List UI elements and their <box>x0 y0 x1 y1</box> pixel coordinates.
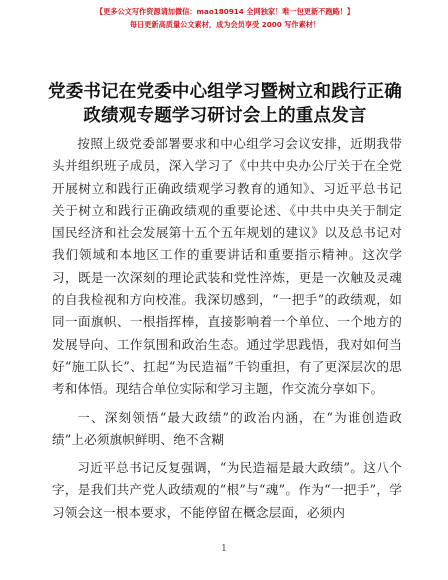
document-title <box>40 80 410 128</box>
document-title-line-2: 政绩观专题学习研讨会上的重点发言 <box>83 106 367 126</box>
section-heading: 一、深刻领悟“最大政绩”的政治内涵，在“为谁创造政绩”上必须旗帜鲜明、绝不含糊 <box>52 409 402 447</box>
body-paragraph: 习近平总书记反复强调，“为民造福是最大政绩”。这八个字，是我们共产党人政绩观的“根”与“魂”。作为“一把手”，学习领会这一根本要求，不能停留在概念层面，必须内 <box>52 460 402 520</box>
promo-banner-line-2: 每日更新高质量公文素材，成为会员享受 2000 写作素材！ <box>129 20 321 29</box>
document-title-line-1: 党委书记在党委中心组学习暨树立和践行正确 <box>48 82 402 102</box>
page-number: 1 <box>221 544 227 554</box>
document-body <box>52 133 402 524</box>
intro-paragraph: 按照上级党委部署要求和中心组学习会议安排，近期我带头并组织班子成员，深入学习了《中共中央办公厅关于在全党开展树立和践行正确政绩观学习教育的通知》、习近平总书记关于树立和践行正确政绩观的重要论述、《中共中央关于制定国民经济和社会发展第十五个五年规划的建议》以及总书记对我们领域和本地区工作的重要讲话和重要指示精神。这次学习，既是一次深刻的理论武装和党性淬炼，更是一次触及灵魂的自我检视和方向校准。我深切感到，“一把手”的政绩观，如同一面旗帜、一根指挥棒，直接影响着一个单位、一个地方的发展导向、工作氛围和政治生态。通过学思践悟，我对如何当好“施工队长”、扛起“为民造福”千钧重担，有了更深层次的思考和体悟。现结合单位实际和学习主题，作交流分享如下。 <box>52 136 402 397</box>
promo-banner-line-1: 【更多公文写作资源请加微信：mao180914 全网独家！唯一包更新不跑路！】 <box>95 7 355 16</box>
promo-banner <box>60 6 390 50</box>
